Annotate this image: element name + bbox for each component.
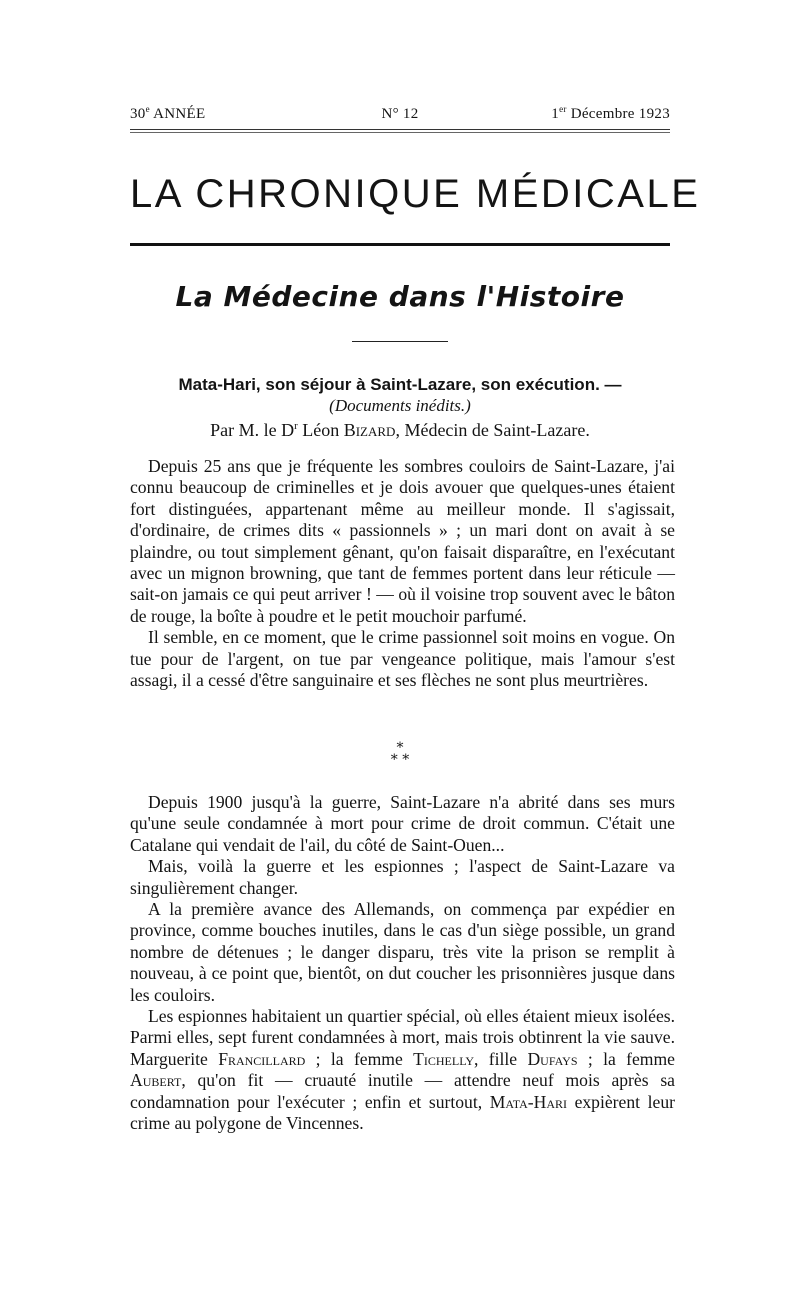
article-body-part2 [130, 792, 675, 1135]
issue-date: 1er Décembre 1923 [551, 104, 670, 122]
article-byline: Par M. le $D^r$ Léon Bizard, Médecin de Saint-Lazare. [210, 420, 590, 440]
paragraph: Il semble, en ce moment, que le crime passionnel soit moins en vogue. On tue pour de l'argent, on tue par vengeance politique, mais l'amour s'est assagi, il a cessé d'être sanguinaire et ses flèches ne sont plus meurtrières. [130, 627, 675, 691]
article-title-main: Mata-Hari, son séjour à Saint-Lazare, son exécution. — [178, 375, 622, 394]
asterism-divider: * * * [390, 740, 410, 768]
paragraph: A la première avance des Allemands, on commença par expédier en province, comme bouches inutiles, dans le cas d'un siège possible, un grand nombre de détenues ; le danger disparu, très vite la prison se remplit à nouveau, à ce point que, bientôt, on dut coucher les prisonnières jusque dans les couloirs. [130, 899, 675, 1005]
issue-year: 30e ANNÉE [130, 104, 206, 122]
journal-title: LA CHRONIQUE MÉDICALE [130, 172, 701, 216]
paragraph: Depuis 1900 jusqu'à la guerre, Saint-Lazare n'a abrité dans ses murs qu'une seule condamnée à mort pour crime de droit commun. C'était une Catalane qui vendait de l'ail, du côté de Saint-Ouen... [130, 792, 675, 855]
section-rule [352, 341, 448, 342]
section-title: La Médecine dans l'Histoire [175, 280, 625, 313]
issue-number: N° 12 [381, 106, 419, 122]
article-body-part1 [130, 456, 675, 691]
paragraph: Depuis 25 ans que je fréquente les sombres couloirs de Saint-Lazare, j'ai connu beaucoup de criminelles et je dois avouer que quelques-unes étaient fort distinguées, appartenant même au meilleur monde. Il s'agissait, d'ordinaire, de crimes dits « passionnels » ; un mari dont on avait à se plaindre, ou tout simplement gênant, qu'on faisait disparaître, en l'exécutant avec un mignon browning, que tant de femmes portent dans leur réticule — sait-on jamais ce qui peut arriver ! — où il voisine trop souvent avec le bâton de rouge, la boîte à poudre et le petit mouchoir parfumé. [130, 456, 675, 626]
title-rule [130, 243, 670, 246]
article-subtitle: (Documents inédits.) [329, 396, 471, 415]
masthead-rule [130, 129, 670, 130]
paragraph: Les espionnes habitaient un quartier spécial, où elles étaient mieux isolées. Parmi elles, sept furent condamnées à mort, mais trois obtinrent la vie sauve. Marguerite Francillard ; la femme Tichelly, fille Dufays ; la femme Aubert, qu'on fit — cruauté inutile — attendre neuf mois après sa condamnation pour l'exécuter ; enfin et surtout, Mata-Hari expièrent leur crime au polygone de Vincennes. [130, 1006, 675, 1134]
article-title [130, 374, 670, 416]
paragraph: Mais, voilà la guerre et les espionnes ; l'aspect de Saint-Lazare va singulièrement changer. [130, 856, 675, 898]
